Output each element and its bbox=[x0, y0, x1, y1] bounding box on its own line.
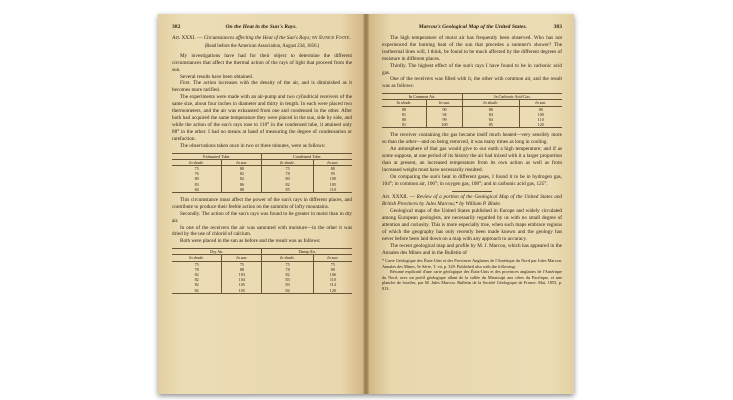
col-header: In shade. bbox=[172, 159, 222, 165]
table-group-header: In Common Air. bbox=[382, 94, 463, 100]
para-first: First. The action increases with the density of the air, and is diminished as it becomes more rarified. bbox=[172, 80, 352, 94]
table-cell: 82 bbox=[262, 182, 313, 187]
table-cell: 81 bbox=[401, 111, 407, 117]
table-cell: 103 bbox=[222, 272, 262, 277]
article-label: Art. XXXI. bbox=[172, 35, 196, 41]
table-cell: 110 bbox=[519, 117, 562, 122]
col-header: In shade. bbox=[262, 159, 313, 165]
table-cell: 75 bbox=[262, 165, 313, 171]
para-moisture: In one of the receivers the air was saturated with moisture—in the other it was dried by the use of chlorid of calcium. bbox=[172, 224, 352, 238]
table-cell: 81 bbox=[382, 122, 427, 128]
read-note: (Read before the American Association, August 23d, 1856.) bbox=[204, 43, 320, 49]
col-header: In sun. bbox=[222, 255, 262, 261]
article-32-heading: Art. XXXII. — Review of a portion of the Geological Map of the United States and British Provinces by Jules Marcou;* by William P. Blake. bbox=[382, 194, 563, 208]
table-cell: 100 bbox=[313, 176, 352, 181]
col-header: In sun. bbox=[313, 159, 352, 165]
table-cell: 78 bbox=[262, 171, 313, 176]
table-cell: 110 bbox=[313, 277, 352, 282]
para-secondly: Secondly. The action of the sun's rays was found to be greater in moist than in dry air. bbox=[172, 210, 352, 224]
table-cell: 78 bbox=[194, 266, 199, 272]
article-title: Review of a portion of the Geological Map of the United States and British Provinces by Jules Marcou;* by William P. Blake. bbox=[382, 194, 563, 208]
table-cell: 82 bbox=[172, 288, 222, 294]
para-comparing: On comparing the sun's heat in different gases, I found it to be in hydrogen gas, 104°; in common air, 106°; in oxygen gas, 108°; and in carbonic acid gas, 125°. bbox=[382, 173, 562, 187]
table-group-header: Condensed Tube. bbox=[262, 153, 352, 159]
table-cell: 82 bbox=[194, 272, 199, 278]
para-experiments: The experiments were made with an air-pump and two cylindrical receivers of the same size, about four inches in diameter and thirty in length. In each were placed two thermometers, and the air was exhausted from one and condensed in the other. After both had acquired the same temperature they were placed in the sun, side by side, and while the action of the sun's rays rose to 110° in the condensed tube, it attained only 88° in the other. I had no means at hand of measuring the degree of condensation or rarefaction. bbox=[172, 94, 352, 142]
col-header: In sun. bbox=[519, 100, 562, 106]
para-observations: The observations taken once in two or three minutes, were as follows: bbox=[180, 142, 326, 149]
col-header: In shade. bbox=[463, 100, 520, 106]
table-cell: 84 bbox=[463, 117, 520, 122]
table-group-header: Exhausted Tube. bbox=[172, 153, 262, 159]
col-header: In shade. bbox=[382, 100, 427, 106]
section-divider bbox=[452, 191, 492, 192]
table-cell: 82 bbox=[194, 282, 199, 288]
table-cell: 90 bbox=[313, 267, 352, 272]
table-cell: 83 bbox=[194, 181, 199, 187]
col-header: In sun. bbox=[313, 255, 352, 261]
article-title: Circumstances affecting the Heat of the Sun's Rays; bbox=[203, 35, 311, 41]
table-dry-damp bbox=[172, 248, 352, 294]
table-row bbox=[172, 288, 352, 294]
col-header: In sun. bbox=[222, 159, 262, 165]
table-cell: 85 bbox=[463, 122, 520, 128]
table-cell: 80 bbox=[401, 106, 407, 112]
table-group-header: In Carbonic Acid Gas. bbox=[463, 94, 562, 100]
table-cell: 80 bbox=[222, 165, 262, 171]
right-running-head: Marcou's Geological Map of the United States. bbox=[418, 24, 527, 30]
left-page-number: 382 bbox=[172, 24, 181, 30]
right-page bbox=[366, 14, 574, 394]
table-cell: 94 bbox=[427, 112, 463, 117]
left-running-header bbox=[172, 24, 352, 30]
table-cell: 95 bbox=[313, 171, 352, 176]
table-cell: 84 bbox=[262, 288, 313, 294]
table-cell: 82 bbox=[222, 171, 262, 176]
table-cell: 114 bbox=[313, 282, 352, 287]
para-both: Both were placed in the sun as before and the result was as follows: bbox=[180, 238, 321, 245]
table-cell: 86 bbox=[222, 182, 262, 187]
table-cell: 105 bbox=[222, 282, 262, 287]
table-cell: 84 bbox=[172, 187, 222, 193]
table-cell: 105 bbox=[222, 288, 262, 294]
table-cell: 83 bbox=[262, 277, 313, 282]
table-cell: 106 bbox=[313, 272, 352, 277]
para-one-receiver: One of the receivers was filled with it, the other with common air, and the result was as follows: bbox=[382, 76, 562, 90]
para-circumstance: This circumstance must affect the power of the sun's rays in different places, and contribute to produce their feeble action on the summits of lofty mountains. bbox=[172, 196, 352, 210]
table-cell: 100 bbox=[519, 112, 562, 117]
book-spread bbox=[158, 14, 574, 394]
table-cell: 80 bbox=[313, 165, 352, 171]
table-cell: 76 bbox=[194, 171, 199, 177]
left-page bbox=[158, 14, 366, 394]
article-label: Art. XXXII. bbox=[382, 194, 408, 201]
article-31-heading: Art. XXXI. — Circumstances affecting the Heat of the Sun's Rays; by Eunice Foote. bbox=[172, 35, 351, 41]
table-cell: 88 bbox=[222, 267, 262, 272]
left-running-head: On the Heat in the Sun's Rays. bbox=[225, 24, 297, 30]
table-cell: 85 bbox=[262, 187, 313, 193]
article-author: by Eunice Foote. bbox=[312, 35, 351, 41]
table-group-header: Damp Air. bbox=[262, 249, 352, 255]
table-cell: 82 bbox=[194, 277, 199, 283]
para-geological: Geological maps of the United States published in Europe and widely circulated among European geologists, are necessarily regarded by us with no small degree of attention and curiosity. This is more especially true, when such maps embrace regions of which the geography has only recently been made known and the geology has never before been laid down on a map with any approach to accuracy. bbox=[382, 208, 562, 242]
table-cell: 80 bbox=[463, 106, 520, 112]
table-cell: 99 bbox=[427, 117, 463, 122]
table-cell: 80 bbox=[401, 117, 407, 123]
para-results: Several results have been obtained. bbox=[180, 73, 254, 80]
table-cell: 75 bbox=[313, 261, 352, 267]
table-cell: 90 bbox=[427, 106, 463, 112]
table-cell: 88 bbox=[222, 187, 262, 193]
col-header: In shade. bbox=[262, 255, 313, 261]
para-high-temp: The high temperature of moist air has frequently been observed. Who has not experienced the burning heat of the sun that precedes a summer's shower? The isothermal lines will, I think, be found to be much affected by the different degrees of moisture in different places. bbox=[382, 35, 562, 62]
table-cell: 104 bbox=[222, 277, 262, 282]
col-header: In shade. bbox=[172, 255, 222, 261]
col-header: In sun. bbox=[427, 100, 463, 106]
para-recent: The recent geological map and profile by M. J. Marcou, which has appeared in the Annales des Mines and in the Bulletin of bbox=[382, 242, 562, 256]
table-group-header: Dry Air. bbox=[172, 249, 262, 255]
table-cell: 75 bbox=[194, 165, 199, 171]
footnote: * Carte Géologique des États-Unis et des Provinces Anglaises de l'Amérique du Nord par Jules Marcou. Annales des Mines, 5e Série, T. vii, p. 329. Published also with the following: bbox=[382, 258, 562, 269]
para-thirdly: Thirdly. The highest effect of the sun's rays I have found to be in carbonic acid gas. bbox=[382, 62, 562, 76]
para-intro: My investigations have had for their object to determine the different circumstances that affect the thermal action of the rays of light that proceed from the sun. bbox=[172, 52, 352, 73]
right-page-number: 383 bbox=[553, 24, 562, 30]
table-row bbox=[172, 187, 352, 193]
table-cell: 75 bbox=[194, 261, 199, 267]
table-cell: 80 bbox=[262, 176, 313, 181]
table-cell: 105 bbox=[313, 182, 352, 187]
para-atmosphere: An atmosphere of that gas would give to our earth a high temperature; and if as some suppose, at one period of its history the air had mixed with it a larger proportion than at present, an increased temperature from its own action as well as from increased weight must have necessarily resulted. bbox=[382, 146, 562, 173]
table-cell: 78 bbox=[262, 267, 313, 272]
book-spine bbox=[363, 14, 369, 394]
footnotes bbox=[382, 258, 562, 291]
table-row bbox=[382, 122, 562, 128]
table-cell: 100 bbox=[427, 122, 463, 128]
para-receiver-gas: The receiver containing the gas became itself much heated—very sensibly more so than the other—and on being removed, it was many times as long in cooling. bbox=[382, 132, 562, 146]
table-common-carbonic bbox=[382, 93, 562, 128]
table-cell: 80 bbox=[194, 176, 199, 182]
table-cell: 75 bbox=[262, 261, 313, 267]
table-cell: 120 bbox=[519, 122, 562, 128]
table-cell: 90 bbox=[519, 106, 562, 112]
table-cell: 82 bbox=[262, 272, 313, 277]
table-cell: 83 bbox=[262, 282, 313, 287]
table-exhausted-condensed bbox=[172, 153, 352, 193]
table-cell: 75 bbox=[222, 261, 262, 267]
table-cell: 84 bbox=[463, 112, 520, 117]
table-cell: 110 bbox=[313, 187, 352, 193]
table-cell: 120 bbox=[313, 288, 352, 294]
right-running-header bbox=[382, 24, 562, 30]
table-cell: 82 bbox=[222, 176, 262, 181]
footnote: Résumé explicatif d'une carte géologique des États-Unis et des provinces anglaises de l'Amérique du Nord, avec un profil géologique allant de la vallée du Mississipi aux côtes du Pacifique, et une planche de fossiles, par M. Jules Marcou. Bulletin de la Société Géologique de France. Mai, 1855, p. 813. bbox=[382, 269, 562, 291]
